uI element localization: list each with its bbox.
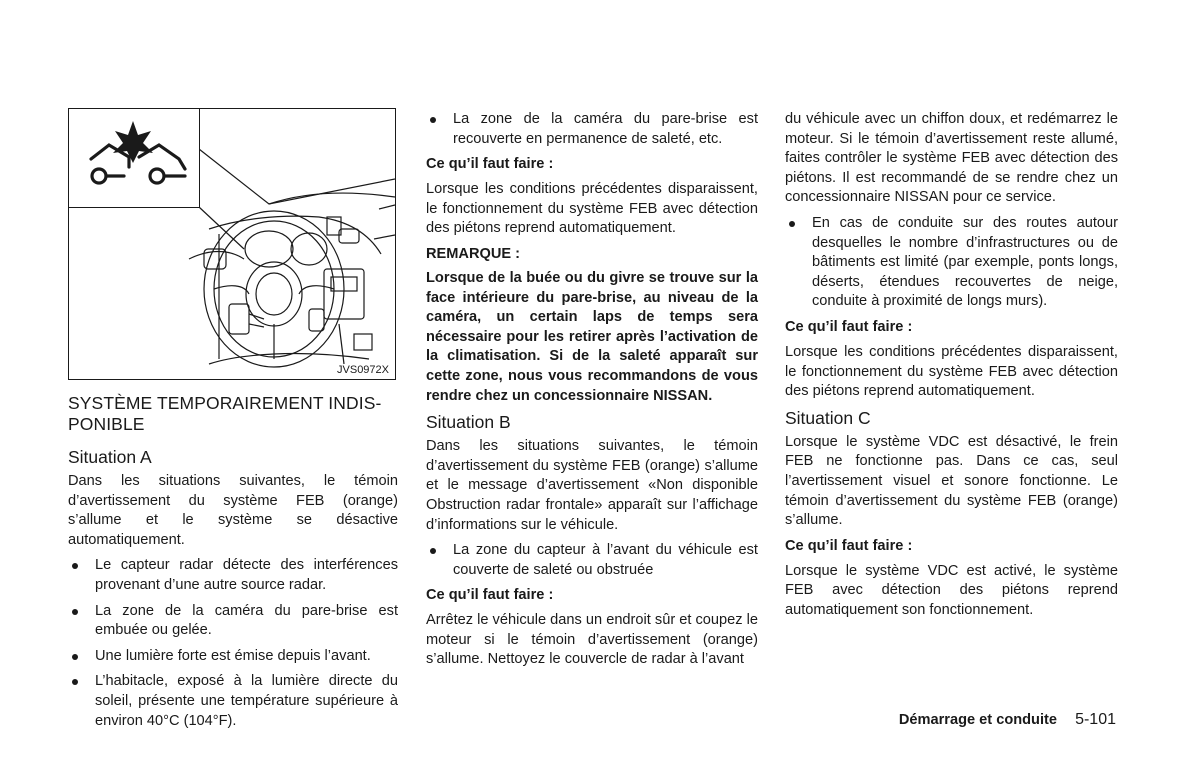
bullet-text: L’habitacle, exposé à la lumière directe du soleil, présente une température supérieure à environ 40°C (104°F). bbox=[95, 673, 398, 729]
bullet-text: Le capteur radar détecte des interférences provenant d’une autre source radar. bbox=[95, 557, 398, 593]
dashboard-figure bbox=[68, 108, 396, 380]
todo-text: Lorsque les conditions précédentes disparaissent, le fonctionnement du système FEB avec détection des piétons reprend automatiquement. bbox=[426, 181, 758, 237]
situation-a-heading: Situation A bbox=[68, 447, 152, 467]
todo-heading-b: Ce qu’il faut faire : bbox=[426, 587, 554, 604]
bullet-text: En cas de conduite sur des routes autour desquelles le nombre d’infrastructures ou de bâtiments est limité (par exemple, ponts longs, déserts, étendues recouvertes de neige, conduite à proximité de longs murs). bbox=[812, 214, 1118, 310]
todo-heading-c1: Ce qu’il faut faire : bbox=[785, 318, 913, 335]
bullets-top bbox=[426, 110, 758, 149]
list-item bbox=[426, 541, 758, 580]
list-item bbox=[426, 110, 758, 149]
column-left bbox=[68, 108, 398, 737]
feb-warning-inset bbox=[69, 109, 200, 208]
bullet-text: La zone du capteur à l’avant du véhicule est couverte de saleté ou obstruée bbox=[453, 542, 758, 578]
todo-heading-c2: Ce qu’il faut faire : bbox=[785, 537, 913, 554]
remark-heading: REMARQUE : bbox=[426, 245, 521, 262]
list-item bbox=[68, 556, 398, 595]
situation-c-intro: Lorsque le système VDC est désactivé, le frein FEB ne fonctionne pas. Dans ce cas, seul l’avertissement visuel et sonore fonctionne. Le témoin d’avertissement du système FEB (orange) s’allume. bbox=[785, 433, 1118, 529]
feb-warning-icon bbox=[69, 109, 199, 207]
todo-heading: Ce qu’il faut faire : bbox=[426, 156, 554, 173]
list-item bbox=[68, 672, 398, 731]
todo-text-b: Arrêtez le véhicule dans un endroit sûr et coupez le moteur si le témoin d’avertissement (orange) s’allume. Nettoyez le couvercle de radar à l’avant bbox=[426, 612, 758, 668]
situation-c-heading: Situation C bbox=[785, 407, 871, 428]
remark-text: Lorsque de la buée ou du givre se trouve sur la face intérieure du pare-brise, au niveau de la caméra, un certain laps de temps sera nécessaire pour les retirer après l’activation de la climatisation. Si de la saleté apparaît sur cette zone, nous vous recommandons de vous rendre chez un concessionnaire NISSAN. bbox=[426, 269, 758, 404]
figure-code: JVS0972X bbox=[337, 364, 389, 376]
bullet-text: La zone de la caméra du pare-brise est embuée ou gelée. bbox=[95, 602, 398, 639]
situation-b-bullets bbox=[426, 541, 758, 580]
column-right bbox=[785, 110, 1118, 626]
col3-bullets bbox=[785, 214, 1118, 312]
todo-text-c2: Lorsque le système VDC est activé, le système FEB avec détection des piétons reprend automatiquement son fonctionnement. bbox=[785, 562, 1118, 618]
footer-section: Démarrage et conduite bbox=[898, 712, 1058, 728]
todo-text-c1: Lorsque les conditions précédentes disparaissent, le fonctionnement du système FEB avec détection des piétons reprend automatiquement. bbox=[785, 343, 1118, 400]
column-middle bbox=[426, 110, 758, 676]
situation-a-bullets bbox=[68, 556, 398, 731]
list-item bbox=[785, 214, 1118, 312]
situation-a-intro: Dans les situations suivantes, le témoin d’avertissement du système FEB (orange) s’allume et le système se désactive automatiquement. bbox=[68, 473, 398, 548]
list-item bbox=[68, 602, 398, 641]
situation-b-intro: Dans les situations suivantes, le témoin d’avertissement du système FEB (orange) s’allume et le message d’avertissement «Non disponible Obstruction radar frontale» apparaît sur l’affichage d’informations sur le véhicule. bbox=[426, 438, 758, 533]
page-footer bbox=[899, 711, 1116, 729]
continued-text: du véhicule avec un chiffon doux, et redémarrez le moteur. Si le témoin d’avertissement reste allumé, faites contrôler le système FEB avec détection des piétons. Il est recommandé de se rendre chez un concessionnaire NISSAN pour ce service. bbox=[785, 111, 1118, 206]
list-item bbox=[68, 647, 398, 667]
page-number: 5-101 bbox=[1075, 711, 1116, 728]
bullet-text: Une lumière forte est émise depuis l’avant. bbox=[95, 647, 371, 664]
bullet-text: La zone de la caméra du pare-brise est recouverte en permanence de saleté, etc. bbox=[453, 111, 758, 147]
situation-b-heading: Situation B bbox=[426, 412, 511, 433]
section-title: SYSTÈME TEMPORAIREMENT INDIS-PONIBLE bbox=[68, 393, 382, 434]
